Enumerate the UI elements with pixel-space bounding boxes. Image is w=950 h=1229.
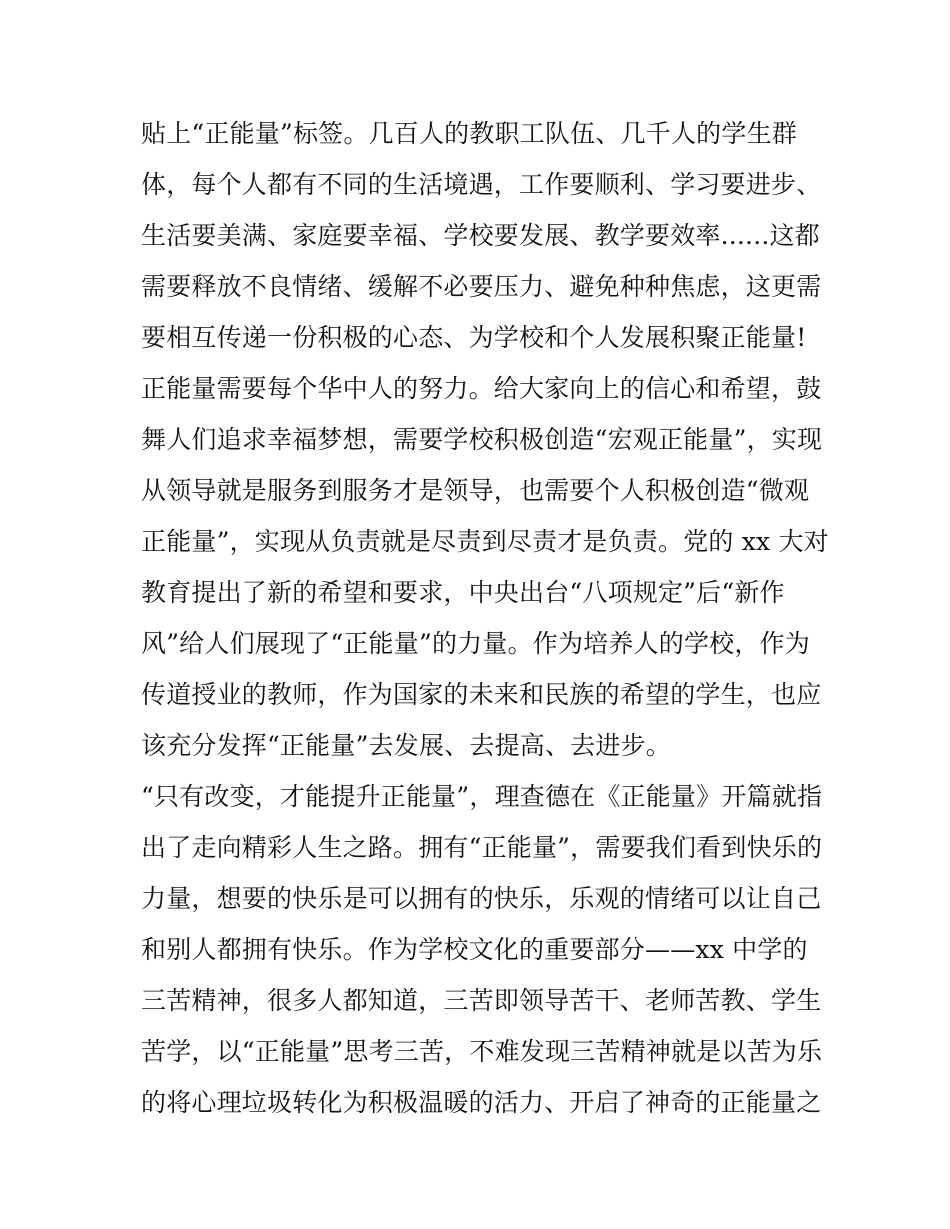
text-line: 该充分发挥“正能量”去发展、去提高、去进步。 [141,731,671,760]
text-line: 正能量需要每个华中人的努力。给大家向上的信心和希望，鼓 [141,374,822,403]
body-text [141,108,829,1128]
text-line: 的将心理垃圾转化为积极温暖的活力、开启了神奇的正能量之 [141,1088,822,1117]
text-line: 出了走向精彩人生之路。拥有“正能量”，需要我们看到快乐的 [141,833,823,862]
text-line: 从领导就是服务到服务才是领导，也需要个人积极创造“微观 [141,476,810,505]
text-line: 传道授业的教师，作为国家的未来和民族的希望的学生，也应 [141,680,822,709]
text-line: 三苦精神，很多人都知道，三苦即领导苦干、老师苦教、学生 [141,986,822,1015]
text-line: 贴上“正能量”标签。几百人的教职工队伍、几千人的学生群 [141,119,797,148]
text-line: “只有改变，才能提升正能量”，理查德在《正能量》开篇就指 [141,782,823,811]
text-line: 体，每个人都有不同的生活境遇，工作要顺利、学习要进步、 [141,170,822,199]
text-line: 风”给人们展现了“正能量”的力量。作为培养人的学校，作为 [141,629,810,658]
text-line: 力量，想要的快乐是可以拥有的快乐，乐观的情绪可以让自己 [141,884,822,913]
text-line: 苦学，以“正能量”思考三苦，不难发现三苦精神就是以苦为乐 [141,1037,823,1066]
text-line: 教育提出了新的希望和要求，中央出台“八项规定”后“新作 [141,578,785,607]
text-line: 舞人们追求幸福梦想，需要学校积极创造“宏观正能量”，实现 [141,425,823,454]
text-line: 生活要美满、家庭要幸福、学校要发展、教学要效率......这都 [141,221,820,250]
text-line: 正能量”，实现从负责就是尽责到尽责才是负责。党的 xx 大对 [141,527,829,556]
text-line: 和别人都拥有快乐。作为学校文化的重要部分——xx 中学的 [141,935,808,964]
text-line: 需要释放不良情绪、缓解不必要压力、避免种种焦虑，这更需 [141,272,822,301]
text-line: 要相互传递一份积极的心态、为学校和个人发展积聚正能量! [141,323,807,352]
